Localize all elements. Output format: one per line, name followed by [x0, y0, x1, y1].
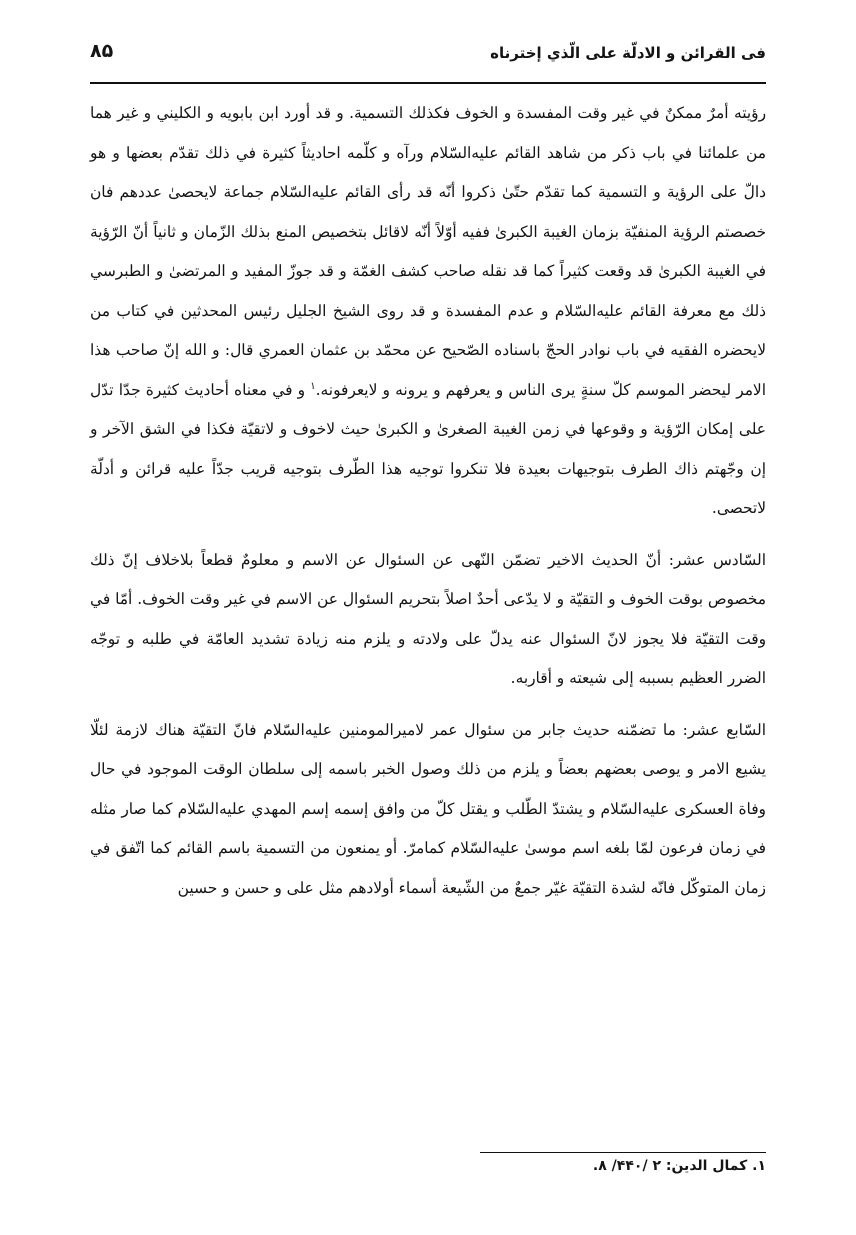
- paragraph: [90, 94, 766, 529]
- footnote-rule: [480, 1152, 766, 1153]
- paragraph: السّابع عشر: ما تضمّنه حديث جابر من سئوال عمر لاميرالمومنين عليه‌السّلام فانّ التقيّة هناك لازمة لئلّا يشيع الامر و يوصى بعضهم بعضاً و يلزم من ذلك وصول الخبر باسمه إلى سلطان الوقت الموجود في حال وفاة العسكرى عليه‌السّلام و يشتدّ الطّلب و يقتل كلّ من وافق إسمه إسم المهدي عليه‌السّلام كما صار مثله في زمان فرعون لمّا بلغه اسم موسىٰ عليه‌السّلام كمامرّ. أو يمنعون من التسمية باسم القائم كما اتّفق في زمان المتوكّل فانّه لشدة التقيّة غيّر جمعٌ من الشّيعة أسماء أولادهم مثل على و حسن و حسين: [90, 720, 766, 897]
- page-number: ۸۵: [90, 40, 114, 62]
- footnote-mark: ۱: [310, 380, 316, 392]
- paragraph-text: و في معناه أحاديث كثيرة جدّا تدّل على إمكان الرّؤية و وقوعها في زمن الغيبة الصغرىٰ و الكبرىٰ حيث لاخوف و لاتقيّة فكذا في الشق الآخر و إن وجّهتم ذاك الطرف بتوجيهات بعيدة فلا تنكروا توجيه هذا الطّرف بتوجيه قريب جدّاً عليه قرائن و أدلّة لاتحصى.: [90, 380, 766, 517]
- paragraph: السّادس عشر: أنّ الحديث الاخير تضمّن النّهى عن السئوال عن الاسم و معلومٌ قطعاً بلاخلاف إنّ ذلك مخصوص بوقت الخوف و التقيّة و لا يدّعى أحدٌ اصلاً بتحريم السئوال عن الاسم في غير وقت الخوف. أمّا في وقت التقيّة فلا يجوز لانّ السئوال عنه يدلّ على ولادته و يلزم منه زيادة تشديد العامّة في طلبه و توجّه الضرر العظيم بسببه إلى شيعته و أقاربه.: [90, 550, 766, 687]
- footnote: ۱. كمال الدين: ۲ /۴۴۰/ ۸.: [592, 1158, 766, 1174]
- page-header: [90, 40, 766, 88]
- running-title: فی القرائن و الادلّة علی الّذي إخترناه: [490, 44, 766, 62]
- header-rule: [90, 82, 766, 84]
- paragraph-text: رؤيته أمرٌ ممكنٌ في غير وقت المفسدة و الخوف فكذلك التسمية. و قد أورد ابن بابويه و الكليني و غير هما من علمائنا في باب ذكر من شاهد القائم عليه‌السّلام ورآه و كلّمه احاديثاً كثيرة في ذلك تقدّم بعضها و هو دالّ على الرؤية و التسمية كما تقدّم حتّىٰ ذكروا أنّه قد رأى القائم عليه‌السّلام جماعة لايحصىٰ عددهم فان خصصتم الرؤية المنفيّة بزمان الغيبة الكبرىٰ ففيه أوّلاً أنّه لاقائل بتخصيص المنع بذلك الزّمان و ثانياً أنّ الرّؤية في الغيبة الكبرىٰ قد وقعت كثيراً كما قد نقله صاحب كشف الغمّة و قد جوزّ المفيد و المرتضىٰ و الطبرسي ذلك مع معرفة القائم عليه‌السّلام و عدم المفسدة و قد روى الشيخ الجليل رئيس المحدثين في كتاب من لايحضره الفقيه في باب نوادر الحجّ باسناده الصّحيح عن محمّد بن عثمان العمري قال: و الله إنّ صاحب هذا الامر ليحضر الموسم كلّ سنةٍ يرى الناس و يعرفهم و يرونه و لايعرفونه.: [90, 104, 766, 399]
- body-text: [90, 94, 766, 908]
